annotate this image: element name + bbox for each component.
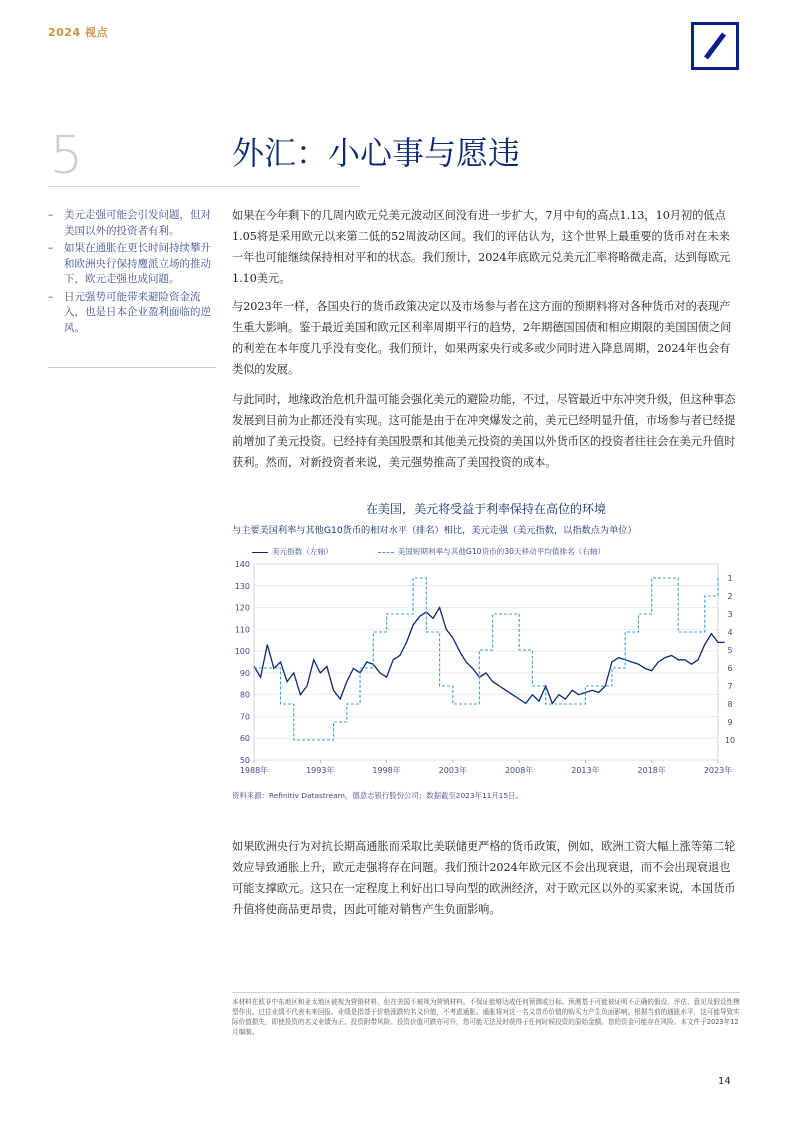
x-tick-label: 2013年 (571, 766, 600, 775)
paragraph-1: 如果在今年剩下的几周内欧元兑美元波动区间没有进一步扩大，7月中旬的高点1.13，10月初的低点1.05将是采用欧元以来第二低的52周波动区间。我们的评估认为，这个世界上最重要的货币对在未来一年也可能继续保持相对平和的状态。我们预计，2024年底欧元兑美元汇率将略微走高，达到每欧元1.10美元。 (232, 209, 731, 285)
x-tick-label: 2018年 (637, 766, 666, 775)
series-line-rate-rank (254, 578, 718, 740)
dollar-index-chart (226, 558, 746, 784)
page-number: 14 (718, 1076, 731, 1087)
sidebar-item: – 美元走强可能会引发问题，但对美国以外的投资者有利。 (48, 208, 216, 239)
y-right-tick-label: 3 (727, 610, 733, 619)
legend-entry-rank: 美国短期利率与其他G10货币的30天移动平均值排名（右轴） (397, 547, 606, 556)
y-right-tick-label: 6 (727, 664, 733, 673)
plot-frame (254, 564, 718, 760)
chart-legend (252, 546, 605, 557)
bank-logo (691, 22, 739, 70)
paragraph-4: 如果欧洲央行为对抗长期高通胀而采取比美联储更严格的货币政策，例如，欧洲工资大幅上涨等第二轮效应导致通胀上升，欧元走强将存在问题。我们预计2024年欧元区不会出现衰退，而不会出现衰退也可能支撑欧元。这只在一定程度上利好出口导向型的欧洲经济，对于欧元区以外的买家来说，本国货币升值将使商品更昂贵，因此可能对销售产生负面影响。 (232, 840, 736, 916)
header-label: 2024 视点 (48, 26, 108, 39)
y-right-tick-label: 5 (727, 646, 733, 655)
y-left-tick-label: 90 (239, 668, 250, 678)
paragraph-3: 与此同时，地缘政治危机升温可能会强化美元的避险功能，不过，尽管最近中东冲突升级，但这种事态发展到目前为止都还没有实现。这可能是由于在冲突爆发之前，美元已经明显升值，市场参与者已经提前增加了美元投资。已经持有美国股票和其他美元投资的美国以外货币区的投资者往往会在美元升值时获利。然而，对新投资者来说，美元强势推高了美国投资的成本。 (232, 393, 736, 469)
section-divider (48, 186, 360, 187)
y-left-tick-label: 50 (239, 756, 250, 765)
y-left-tick-label: 120 (234, 603, 250, 613)
x-tick-label: 1998年 (372, 766, 401, 775)
chart-title: 在美国，美元将受益于利率保持在高位的环境 (365, 502, 606, 516)
y-left-tick-label: 110 (234, 625, 250, 635)
y-right-tick-label: 9 (727, 718, 733, 727)
footer-divider (232, 992, 740, 993)
y-right-tick-label: 10 (724, 736, 736, 745)
legend-swatch-solid (252, 552, 268, 553)
y-right-tick-label: 2 (727, 592, 733, 601)
sidebar-summary (48, 208, 216, 338)
y-right-tick-label: 4 (727, 628, 733, 637)
paragraph-2: 与2023年一样，各国央行的货币政策决定以及市场参与者在这方面的预期料将对各种货币对的表现产生重大影响。鉴于最近美国和欧元区利率周期平行的趋势，2年期德国国债和相应期限的美国国债之间的利差在本年度几乎没有变化。我们预计，如果两家央行或多或少同时进入降息周期，2024年也会有类似的发展。 (232, 300, 732, 376)
x-tick-label: 1988年 (239, 766, 269, 775)
y-left-tick-label: 140 (234, 560, 250, 569)
y-right-tick-label: 1 (727, 574, 733, 583)
y-left-tick-label: 130 (234, 581, 250, 591)
logo-slash-icon (694, 25, 736, 67)
series-line-dollar-index (254, 608, 725, 704)
legend-entry-dxy: 美元指数（左轴） (272, 547, 333, 556)
footer-disclaimer: 本材料在欧非中东地区和亚太地区被视为营销材料，但在美国不被视为营销材料。不保证能够达成任何预测或目标。预测基于可能被证明不正确的假设、评估、意见及假设性模型作出。过往业绩不代表未来回报。业绩是指基于价格涨跌的名义价值，不考虑通胀。通胀将对这一名义货币价值的购买力产生负面影响。根据当前的通胀水平，这可能导致实际价值损失，即使投资的名义业绩为正。投资附带风险。投资价值可跌亦可升，您可能无法及时获得于任何时候投资的原始金额。您的资金可能存在风险。本文件于2023年12月编制。 (232, 998, 740, 1036)
x-tick-label: 2008年 (504, 766, 534, 775)
section-title: 外汇：小心事与愿违 (232, 134, 521, 172)
chart-subtitle: 与主要美国利率与其他G10货币的相对水平（排名）相比，美元走强（美元指数，以指数点为单位） (232, 525, 637, 536)
section-number: 5 (50, 126, 84, 186)
sidebar-item: – 如果在通胀在更长时间持续攀升和欧洲央行保持鹰派立场的推动下，欧元走强也成问题。 (48, 241, 216, 288)
y-right-tick-label: 8 (727, 700, 733, 709)
x-tick-label: 1993年 (306, 766, 335, 775)
y-right-tick-label: 7 (727, 682, 733, 691)
y-left-tick-label: 70 (239, 712, 250, 722)
x-tick-label: 2003年 (438, 766, 468, 775)
y-left-tick-label: 80 (239, 690, 250, 700)
legend-swatch-dashed (378, 552, 394, 553)
y-left-tick-label: 100 (234, 647, 250, 657)
sidebar-divider (48, 367, 216, 368)
y-left-tick-label: 60 (239, 734, 250, 744)
sidebar-item: – 日元强势可能带来避险资金流入，也是日本企业盈利面临的逆风。 (48, 290, 216, 337)
chart-source: 资料来源：Refinitiv Datastream，德意志银行股份公司；数据截至2023年11月15日。 (232, 791, 523, 800)
x-tick-label: 2023年 (703, 766, 733, 775)
